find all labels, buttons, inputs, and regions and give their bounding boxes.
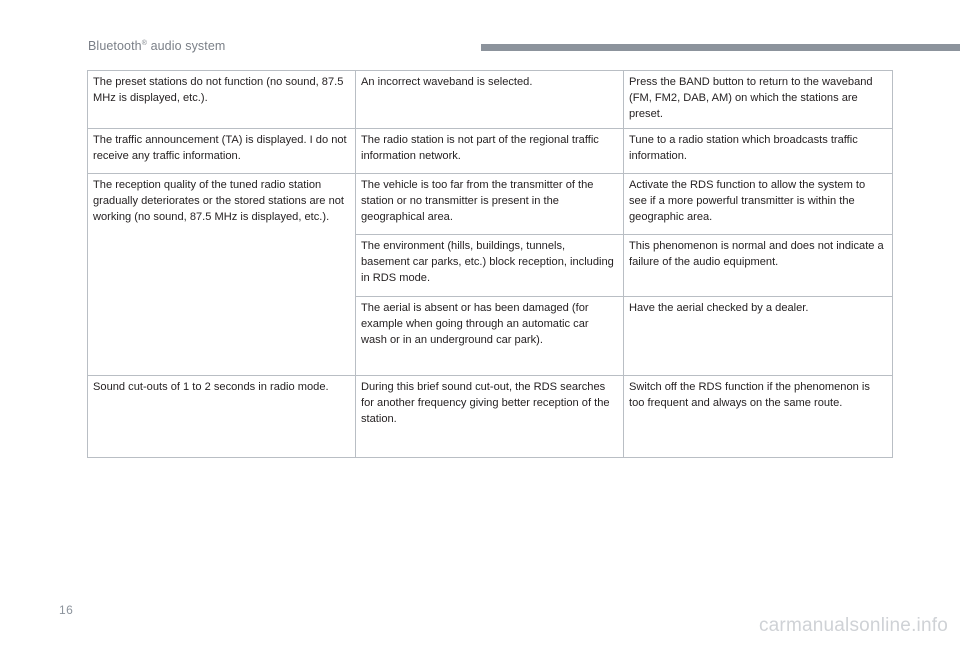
cause-cell: An incorrect waveband is selected.: [356, 71, 624, 129]
table-row: [88, 174, 893, 235]
solution-cell: Press the BAND button to return to the waveband (FM, FM2, DAB, AM) on which the stations are preset.: [624, 71, 893, 129]
solution-cell: This phenomenon is normal and does not indicate a failure of the audio equipment.: [624, 235, 893, 297]
solution-cell: Have the aerial checked by a dealer.: [624, 297, 893, 376]
question-cell: The reception quality of the tuned radio station gradually deteriorates or the stored stations are not working (no sound, 87.5 MHz is displayed, etc.).: [88, 174, 356, 376]
table-row: [88, 129, 893, 174]
cause-cell: During this brief sound cut-out, the RDS searches for another frequency giving better reception of the station.: [356, 376, 624, 458]
page-number: 16: [59, 603, 74, 617]
watermark-text: carmanualsonline.info: [758, 615, 948, 636]
solution-cell: Switch off the RDS function if the phenomenon is too frequent and always on the same route.: [624, 376, 893, 458]
cause-cell: The environment (hills, buildings, tunnels, basement car parks, etc.) block reception, including in RDS mode.: [356, 235, 624, 297]
cause-cell: The vehicle is too far from the transmitter of the station or no transmitter is present in the geographical area.: [356, 174, 624, 235]
cause-cell: The aerial is absent or has been damaged (for example when going through an automatic car wash or in an underground car park).: [356, 297, 624, 376]
troubleshooting-table: [87, 70, 893, 458]
header-title-main: Bluetooth: [88, 39, 142, 53]
question-cell: The traffic announcement (TA) is displayed. I do not receive any traffic information.: [88, 129, 356, 174]
question-cell: Sound cut-outs of 1 to 2 seconds in radio mode.: [88, 376, 356, 458]
registered-mark: ®: [141, 40, 147, 47]
solution-cell: Activate the RDS function to allow the system to see if a more powerful transmitter is within the geographic area.: [624, 174, 893, 235]
cause-cell: The radio station is not part of the regional traffic information network.: [356, 129, 624, 174]
header-title-rest: audio system: [147, 39, 226, 53]
question-cell: The preset stations do not function (no sound, 87.5 MHz is displayed, etc.).: [88, 71, 356, 129]
table-row: [88, 376, 893, 458]
table-row: [88, 71, 893, 129]
page-header-title: [88, 39, 225, 53]
header-rule-bar: [481, 44, 960, 51]
solution-cell: Tune to a radio station which broadcasts traffic information.: [624, 129, 893, 174]
